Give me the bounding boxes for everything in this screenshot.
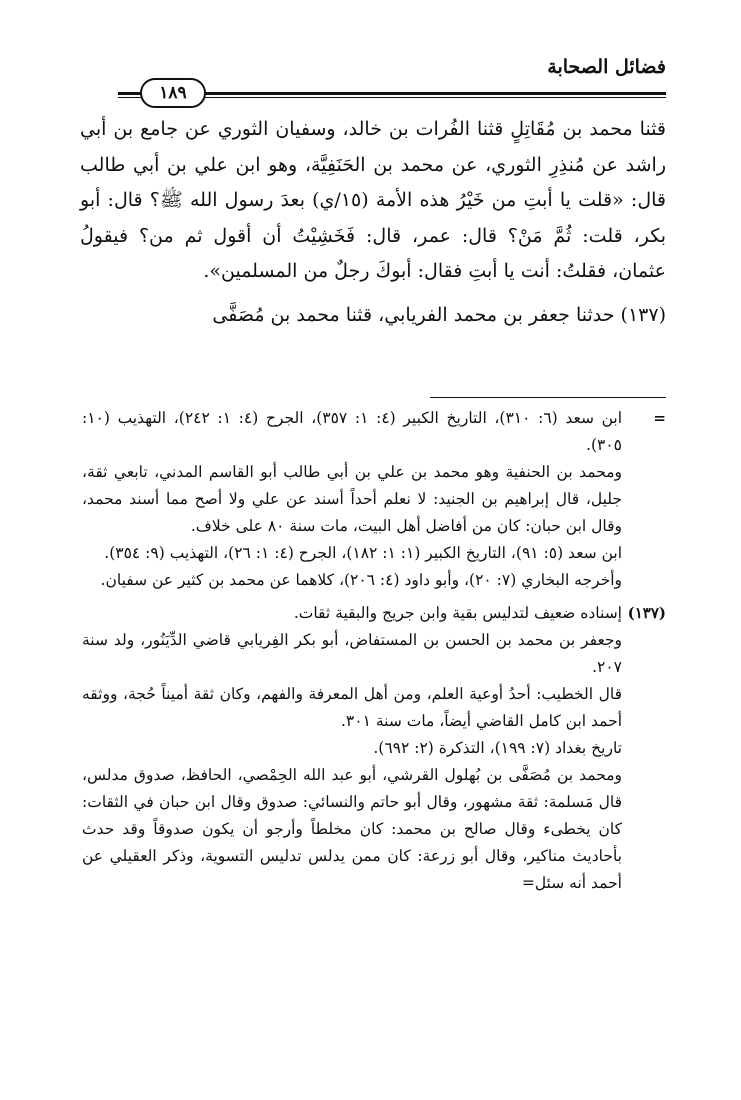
footnote-separator bbox=[430, 397, 666, 398]
footnote-paragraph: وأخرجه البخاري (٧: ٢٠)، وأبو داود (٤: ٢٠٦)، كلاهما عن محمد بن كثير عن سفيان. bbox=[100, 571, 622, 589]
footnote-paragraph: وجعفر بن محمد بن الحسن بن المستفاض، أبو بكر الفِريابي قاضي الدِّيَنُور، ولد سنة ٢٠٧. bbox=[82, 631, 622, 676]
footnote-paragraph: ابن سعد (٥: ٩١)، التاريخ الكبير (١: ١: ١٨٢)، الجرح (٤: ١: ٢٦)، التهذيب (٩: ٣٥٤). bbox=[104, 544, 622, 562]
main-paragraph-hadith-137: (١٣٧) حدثنا جعفر بن محمد الفريابي، قثنا محمد بن مُصَفَّى bbox=[212, 303, 666, 326]
footnote-continuation bbox=[82, 405, 666, 594]
footnote-number: (١٣٧) bbox=[627, 604, 666, 622]
running-header-title: فضائل الصحابة bbox=[547, 56, 666, 78]
footnote-paragraph: تاريخ بغداد (٧: ١٩٩)، التذكرة (٢: ٦٩٢). bbox=[373, 739, 622, 757]
footnote-paragraph: إسناده ضعيف لتدليس بقية وابن جريج والبقية ثقات. bbox=[293, 604, 622, 622]
main-text bbox=[80, 112, 666, 333]
footnote-paragraph: قال الخطيب: أحدُ أوعية العلم، ومن أهل المعرفة والفهم، وكان ثقة أميناً حُجة، ووثقه أحمد ابن كامل القاضي أيضاً، مات سنة ٣٠١. bbox=[82, 685, 622, 730]
footnotes bbox=[82, 405, 666, 903]
footnote-paragraph: ومحمد بن مُصَفَّى بن بُهلول القرشي، أبو عبد الله الحِمْصي، الحافظ، صدوق مدلس، قال مَسلمة: ثقة مشهور، وقال أبو حاتم والنسائي: صدوق وقال ابن حبان في الثقات: كان يخطىء وقال صالح بن محمد: كان مخلطاً وأرجو أن يكون صدوقاً وقد حدث بأحاديث مناكير، وقال أبو زرعة: كان ممن يدلس تدليس التسوية، وذكر العقيلي عن أحمد أنه سئل= bbox=[82, 766, 622, 892]
main-paragraph-hadith-136: قثنا محمد بن مُقَاتِلٍ قثنا الفُرات بن خالد، وسفيان الثوري عن جامع بن أبي راشد عن مُنذِرِ الثوري، عن محمد بن الحَنَفِيَّة، وهو ابن علي بن أبي طالب قال: «قلت يا أبتِ من خَيْرُ هذه الأمة (١٥/ي) بعدَ رسول الله ﷺ؟ قال: أبو بكر، قلت: ثُمَّ مَنْ؟ قال: عمر، قال: فَخَشِيْتُ أن أقول ثم من؟ فيقولُ عثمان، فقلتُ: أنت يا أبتِ فقال: أبوكَ رجلٌ من المسلمين». bbox=[80, 118, 666, 282]
footnote-137 bbox=[82, 600, 666, 897]
continuation-mark: = bbox=[653, 409, 666, 427]
footnote-paragraph: ابن سعد (٦: ٣١٠)، التاريخ الكبير (٤: ١: ٣٥٧)، الجرح (٤: ١: ٢٤٢)، التهذيب (١٠: ٣٠٥). bbox=[82, 409, 623, 454]
page-number: ١٨٩ bbox=[140, 78, 206, 108]
footnote-paragraph: ومحمد بن الحنفية وهو محمد بن علي بن أبي طالب أبو القاسم المدني، تابعي ثقة، جليل، قال إبراهيم بن الجنيد: لا نعلم أحداً أسند عن علي ولا أصح مما أسند محمد، وقال ابن حبان: كان من أفاضل أهل البيت، مات سنة ٨٠ على خلاف. bbox=[82, 463, 622, 535]
